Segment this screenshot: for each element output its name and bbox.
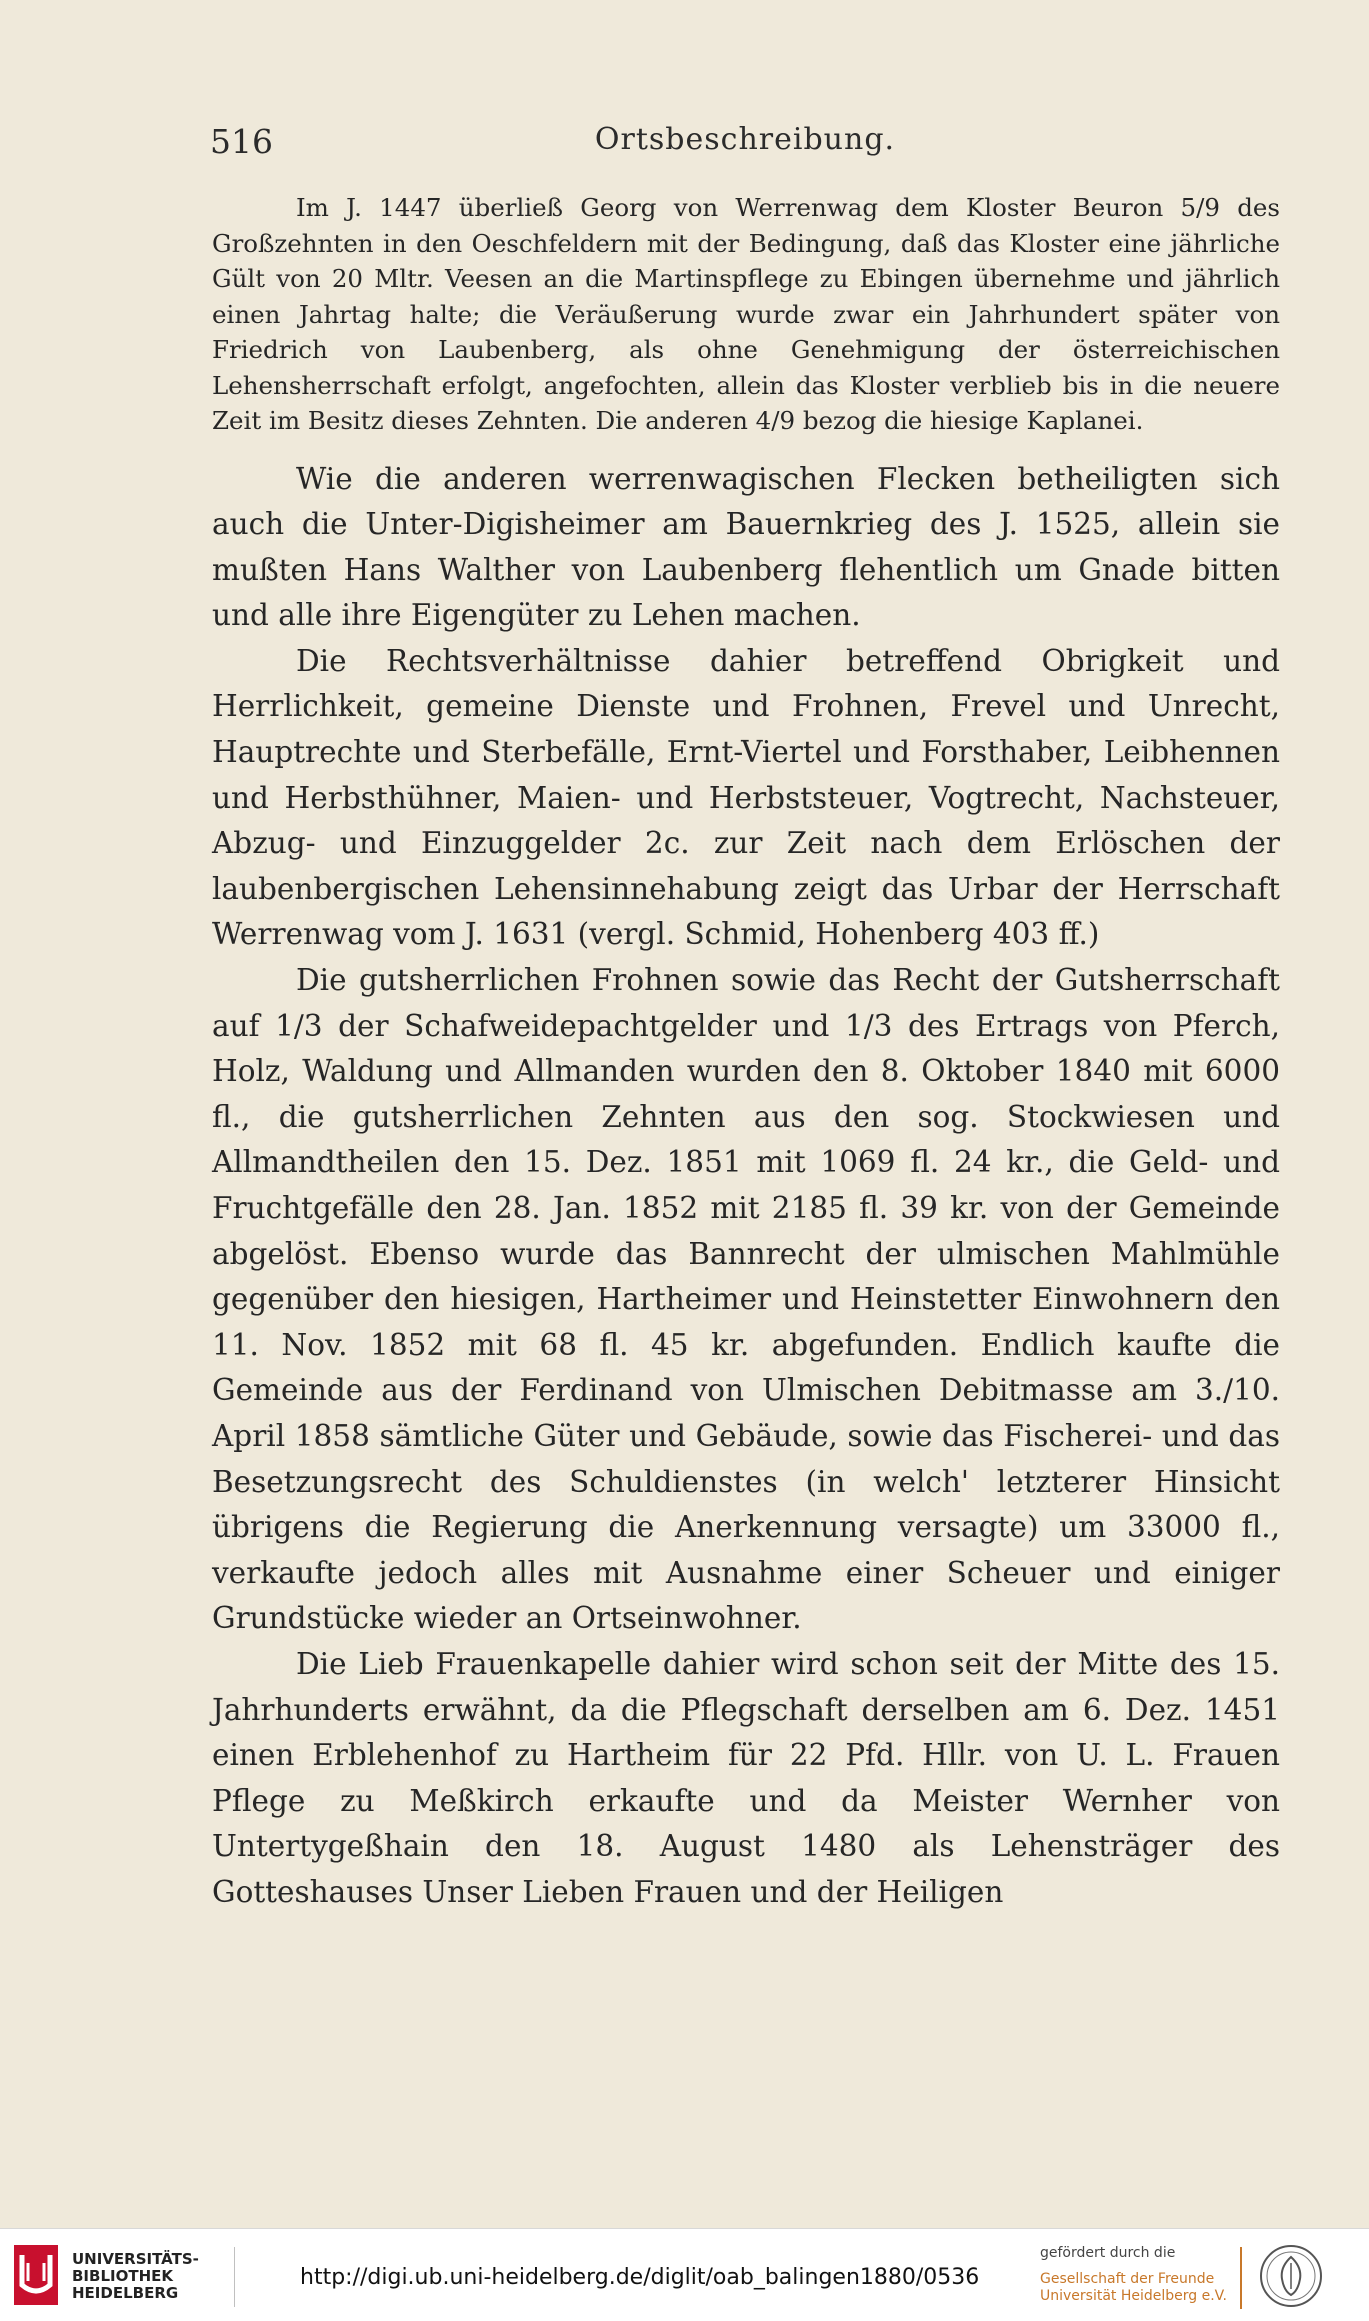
footer-divider [234, 2247, 235, 2307]
society-divider [1240, 2247, 1242, 2309]
library-name [72, 2251, 199, 2302]
library-name-line: BIBLIOTHEK [72, 2267, 173, 2285]
body-text [212, 190, 1280, 1916]
paragraph-bauernkrieg: Wie die anderen werrenwagischen Flecken betheiligten sich auch die Unter-Digisheimer am Bauernkrieg des J. 1525, allein sie mußten Hans Walther von Laubenberg flehentlich um Gnade bitten und alle ihre Eigengüter zu Lehen machen. [212, 461, 1280, 633]
paragraph-rechtsverhaeltnisse: Die Rechtsverhältnisse dahier betreffend Obrigkeit und Herrlichkeit, gemeine Dienste und Frohnen, Frevel und Unrecht, Hauptrechte und Sterbefälle, Ernt-Viertel und Forsthaber, Leibhennen und Herbsthühner, Maien- und Herbststeuer, Vogtrecht, Nachsteuer, Abzug- und Einzuggelder 2c. zur Zeit nach dem Erlöschen der laubenbergischen Lehensinnehabung zeigt das Urbar der Herrschaft Werrenwag vom J. 1631 (vergl. Schmid, Hohenberg 403 ff.) [212, 643, 1280, 952]
footer-bar [0, 2228, 1369, 2321]
society-name-line: Gesellschaft der Freunde [1040, 2271, 1215, 2287]
library-name-line: UNIVERSITÄTS- [72, 2250, 199, 2268]
source-url-link[interactable]: http://digi.ub.uni-heidelberg.de/diglit/oab_balingen1880/0536 [300, 2265, 980, 2290]
society-name [1040, 2271, 1227, 2305]
paragraph-frauenkapelle: Die Lieb Frauenkapelle dahier wird schon seit der Mitte des 15. Jahrhunderts erwähnt, da die Pflegschaft derselben am 6. Dez. 1451 einen Erblehenhof zu Hartheim für 22 Pfd. Hllr. von U. L. Frauen Pflege zu Meßkirch erkaufte und da Meister Wernher von Untertygeßhain den 18. August 1480 als Lehensträger des Gotteshauses Unser Lieben Frauen und der Heiligen [212, 1646, 1280, 1909]
page-number: 516 [210, 122, 273, 161]
society-name-line: Universität Heidelberg e.V. [1040, 2288, 1227, 2304]
running-head: Ortsbeschreibung. [594, 122, 896, 157]
library-logo-icon [14, 2245, 58, 2305]
paragraph-frohnen: Die gutsherrlichen Frohnen sowie das Recht der Gutsherrschaft auf 1/3 der Schafweidepachtgelder und 1/3 des Ertrags von Pferch, Holz, Waldung und Allmanden wurden den 8. Oktober 1840 mit 6000 fl., die gutsherrlichen Zehnten aus den sog. Stockwiesen und Allmandtheilen den 15. Dez. 1851 mit 1069 fl. 24 kr., die Geld- und Fruchtgefälle den 28. Jan. 1852 mit 2185 fl. 39 kr. von der Gemeinde abgelöst. Ebenso wurde das Bannrecht der ulmischen Mahlmühle gegenüber den hiesigen, Hartheimer und Heinstetter Einwohnern den 11. Nov. 1852 mit 68 fl. 45 kr. abgefunden. Endlich kaufte die Gemeinde aus der Ferdinand von Ulmischen Debitmasse am 3./10. April 1858 sämtliche Güter und Gebäude, sowie das Fischerei- und das Besetzungsrecht des Schuldienstes (in welch' letzterer Hinsicht übrigens die Regierung die Anerkennung versagte) um 33000 fl., verkaufte jedoch alles mit Ausnahme einer Scheuer und einiger Grundstücke wieder an Ortseinwohner. [212, 963, 1280, 1636]
society-seal-icon [1258, 2243, 1324, 2309]
paragraph-intro: Im J. 1447 überließ Georg von Werrenwag dem Kloster Beuron 5/9 des Großzehnten in den Oeschfeldern mit der Bedingung, daß das Kloster eine jährliche Gült von 20 Mltr. Veesen an die Martinspflege zu Ebingen übernehme und jährlich einen Jahrtag halte; die Veräußerung wurde zwar ein Jahrhundert später von Friedrich von Laubenberg, als ohne Genehmigung der österreichischen Lehensherrschaft erfolgt, angefochten, allein das Kloster verblieb bis in die neuere Zeit im Besitz dieses Zehnten. Die anderen 4/9 bezog die hiesige Kaplanei. [212, 193, 1280, 435]
page-header [210, 122, 1280, 162]
library-name-line: HEIDELBERG [72, 2284, 179, 2302]
funded-by-label: gefördert durch die [1040, 2245, 1176, 2261]
